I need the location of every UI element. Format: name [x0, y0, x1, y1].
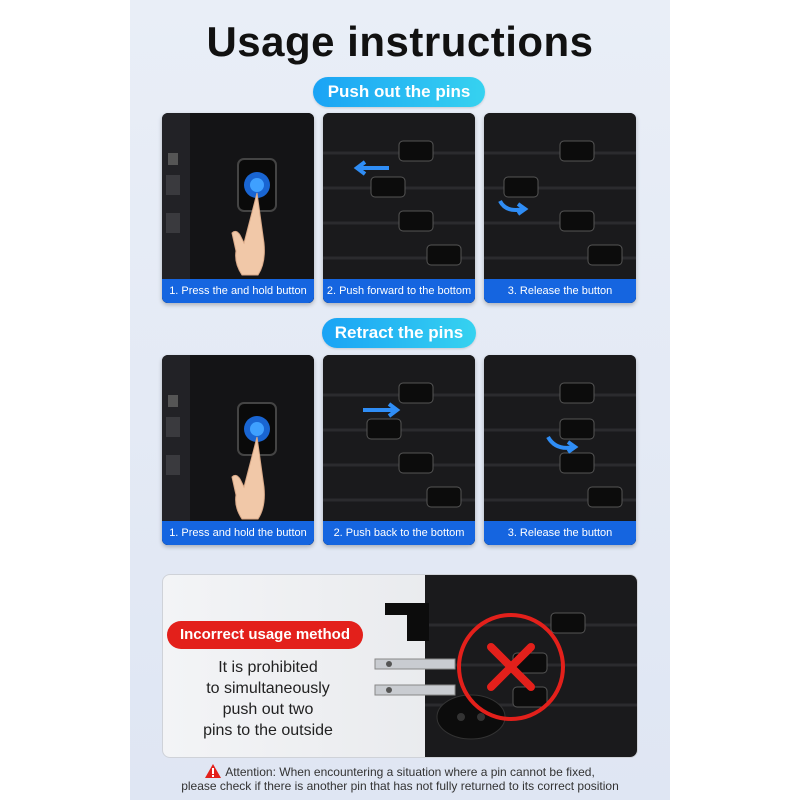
- attention-note: [130, 764, 670, 793]
- pins-slide-illustration: [323, 355, 475, 545]
- incorrect-usage-box: [162, 574, 638, 758]
- usage-poster: [130, 0, 670, 800]
- page-title: Usage instructions: [206, 18, 594, 65]
- warning-line: to simultaneously: [206, 680, 330, 697]
- warning-line: push out two: [222, 701, 314, 718]
- warning-line: It is prohibited: [218, 659, 318, 676]
- step-panel-release: [484, 113, 636, 303]
- step-caption: 3. Release the button: [484, 521, 636, 545]
- pins-release-illustration: [484, 113, 636, 303]
- adapter-button-illustration: [162, 113, 314, 303]
- pins-release-illustration: [484, 355, 636, 545]
- step-caption: 1. Press and hold the button: [162, 521, 314, 545]
- step-panel-push-forward: [323, 113, 475, 303]
- step-panel-push-back: [323, 355, 475, 545]
- pins-slide-illustration: [323, 113, 475, 303]
- incorrect-usage-label: Incorrect usage method: [167, 621, 363, 649]
- attention-line: Attention: When encountering a situation where a pin cannot be fixed,: [225, 765, 595, 779]
- step-caption: 3. Release the button: [484, 279, 636, 303]
- incorrect-usage-text: [183, 657, 353, 741]
- warning-triangle-icon: [205, 764, 221, 778]
- step-caption: 2. Push forward to the bottom: [323, 279, 475, 303]
- attention-line: please check if there is another pin that has not fully returned to its correct position: [181, 779, 619, 793]
- step-panel-release-2: [484, 355, 636, 545]
- step-caption: 1. Press the and hold button: [162, 279, 314, 303]
- step-caption: 2. Push back to the bottom: [323, 521, 475, 545]
- section-heading-retract: Retract the pins: [322, 318, 476, 348]
- section-heading-push-out: Push out the pins: [313, 77, 485, 107]
- adapter-button-illustration: [162, 355, 314, 545]
- step-panel-press-hold-2: [162, 355, 314, 545]
- warning-line: pins to the outside: [203, 722, 333, 739]
- step-panel-press-hold: [162, 113, 314, 303]
